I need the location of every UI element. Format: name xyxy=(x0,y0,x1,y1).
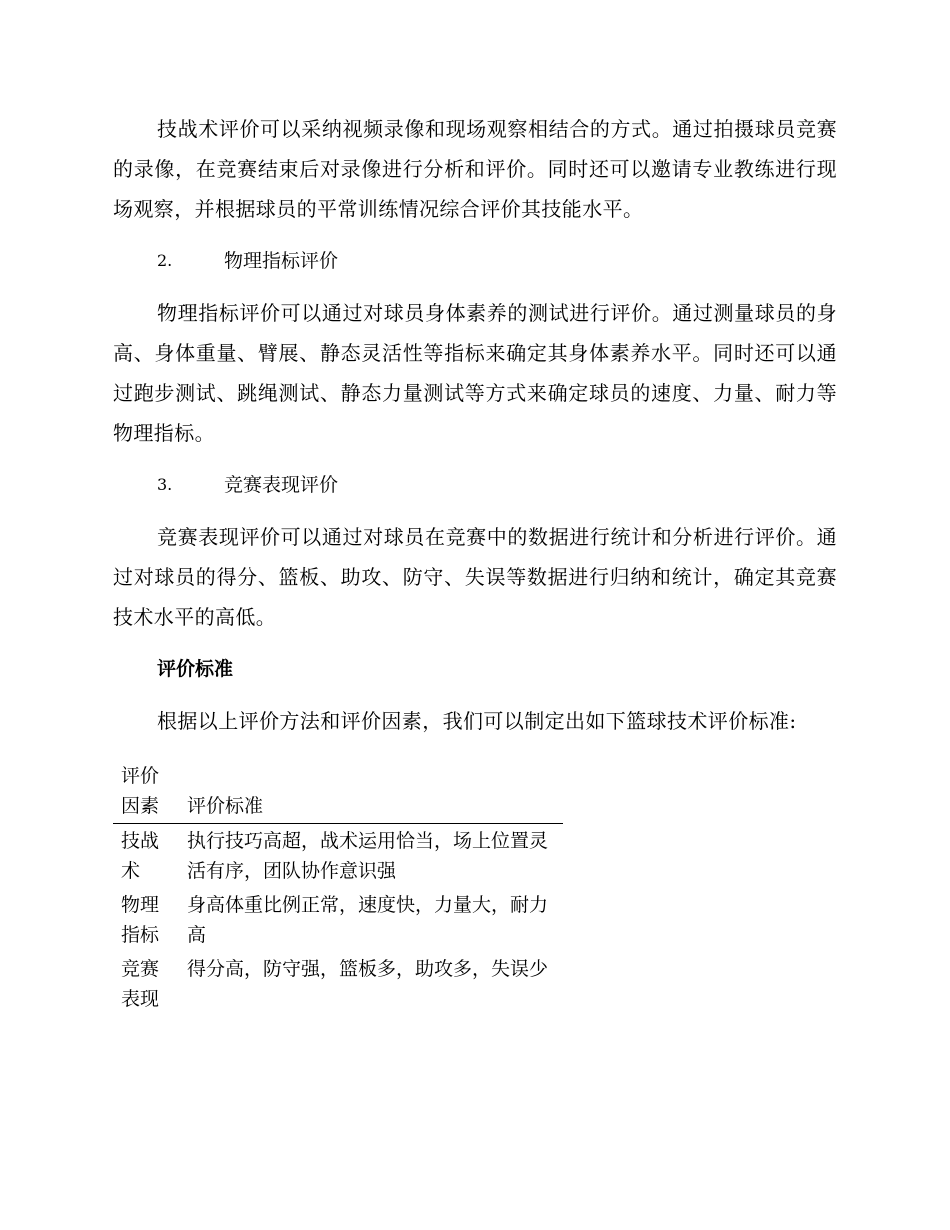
section-number: 3. xyxy=(157,475,173,494)
paragraph-criteria-intro: 根据以上评价方法和评价因素，我们可以制定出如下篮球技术评价标准: xyxy=(157,709,797,733)
table-header-row xyxy=(113,761,563,824)
table-header-factor: 评价因素 xyxy=(113,761,179,824)
table-row xyxy=(113,952,563,1016)
section-heading-performance xyxy=(113,465,837,505)
table-cell-standard: 执行技巧高超，战术运用恰当，场上位置灵活有序，团队协作意识强 xyxy=(187,830,549,882)
table-cell-standard: 身高体重比例正常，速度快，力量大，耐力高 xyxy=(187,894,549,946)
section-number: 2. xyxy=(157,251,173,270)
section-heading-physical xyxy=(113,241,837,281)
paragraph-performance-evaluation: 竞赛表现评价可以通过对球员在竞赛中的数据进行统计和分析进行评价。通过对球员的得分、篮板、助攻、防守、失误等数据进行归纳和统计，确定其竞赛技术水平的高低。 xyxy=(113,525,837,629)
criteria-table xyxy=(113,761,563,1016)
table-cell-standard: 得分高，防守强，篮板多，助攻多，失误少 xyxy=(187,958,549,980)
table-row xyxy=(113,824,563,889)
section-title: 物理指标评价 xyxy=(224,250,339,272)
subheading-criteria: 评价标准 xyxy=(157,658,234,680)
section-title: 竞赛表现评价 xyxy=(224,474,339,496)
table-cell-factor: 技战术 xyxy=(121,830,160,882)
table-header-standard: 评价标准 xyxy=(179,761,563,824)
table-cell-factor: 物理指标 xyxy=(121,894,160,946)
paragraph-physical-evaluation: 物理指标评价可以通过对球员身体素养的测试进行评价。通过测量球员的身高、身体重量、臂展、静态灵活性等指标来确定其身体素养水平。同时还可以通过跑步测试、跳绳测试、静态力量测试等方式来确定球员的速度、力量、耐力等物理指标。 xyxy=(113,301,837,445)
table-row xyxy=(113,888,563,952)
paragraph-tactics-evaluation: 技战术评价可以采纳视频录像和现场观察相结合的方式。通过拍摄球员竞赛的录像，在竞赛结束后对录像进行分析和评价。同时还可以邀请专业教练进行现场观察，并根据球员的平常训练情况综合评价其技能水平。 xyxy=(113,117,837,221)
table-cell-factor: 竞赛表现 xyxy=(121,958,160,1010)
